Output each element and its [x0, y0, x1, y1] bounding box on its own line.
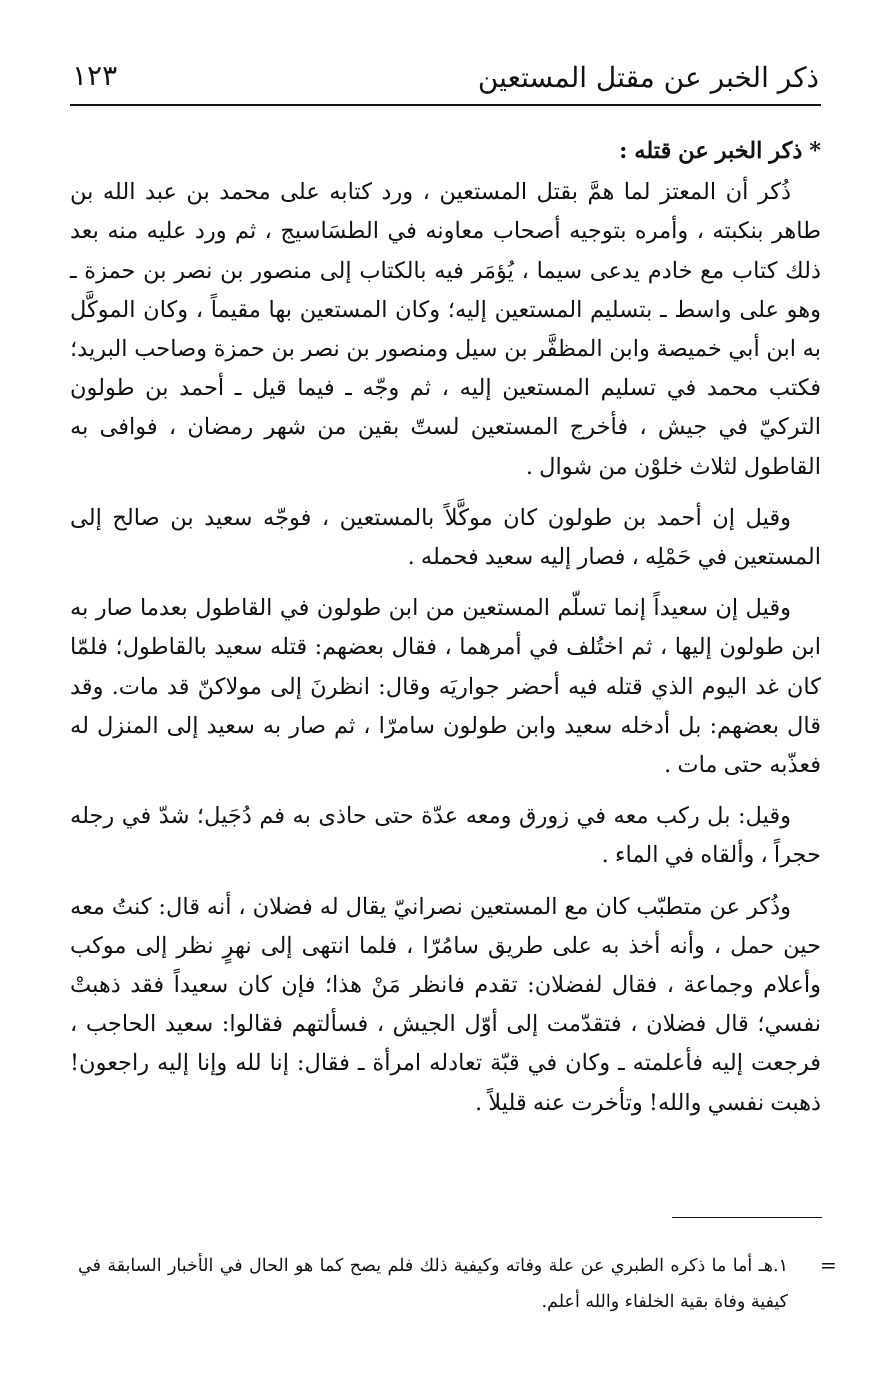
footnote: ١.هـ أما ما ذكره الطبري عن علة وفاته وكيفية ذلك فلم يصح كما هو الحال في الأخبار السابقة في كيفية وفاة بقية الخلفاء والله أعلم. [78, 1256, 788, 1312]
body-text [70, 132, 821, 1123]
paragraph: وقيل إن أحمد بن طولون كان موكَّلاً بالمستعين ، فوجّه سعيد بن صالح إلى المستعين في حَمْلِه ، فصار إليه سعيد فحمله . [70, 504, 821, 571]
paragraph: وقيل: بل ركب معه في زورق ومعه عدّة حتى حاذى به فم دُجَيل؛ شدّ في رجله حجراً ، وألقاه في الماء . [70, 803, 821, 869]
paragraph: وقيل إن سعيداً إنما تسلّم المستعين من ابن طولون في القاطول بعدما صار به ابن طولون إليها ، ثم اختُلف في أمرهما ، فقال بعضهم: قتله سعيد بالقاطول؛ فلمّا كان غد اليوم الذي قتله فيه أحضر جواريَه وقال: انظرنَ إلى مولاكنّ قد مات. وقد قال بعضهم: بل أدخله سعيد وابن طولون سامرّا ، ثم صار به سعيد إلى المنزل له فعذّبه حتى مات . [70, 595, 821, 779]
footnote-rule [672, 1217, 822, 1218]
paragraph: ذُكر أن المعتز لما همَّ بقتل المستعين ، ورد كتابه على محمد بن عبد الله بن طاهر بنكبته ، وأمره بتوجيه أصحاب معاونه في الطسَاسيج ، ثم ورد عليه منه بعد ذلك كتاب مع خادم يدعى سيما ، يُؤمَر فيه بالكتاب إلى منصور بن نصر بن حمزة ـ وهو على واسط ـ بتسليم المستعين إليه؛ وكان المستعين بها مقيماً ، وكان الموكَّل به ابن أبي خميصة وابن المظفَّر بن سيل ومنصور بن نصر بن حمزة وصاحب البريد؛ فكتب محمد في تسليم المستعين إليه ، ثم وجّه ـ فيما قيل ـ أحمد بن طولون التركيّ في جيش ، فأخرج المستعين لستّ بقين من شهر رمضان ، فوافى به القاطول لثلاث خلوْن من شوال . [70, 179, 821, 480]
page-number: ١٢٣ [72, 59, 118, 92]
paragraph: وذُكر عن متطبّب كان مع المستعين نصرانيّ يقال له فضلان ، أنه قال: كنتُ معه حين حمل ، وأنه أخذ به على طريق سامُرّا ، فلما انتهى إلى نهرٍ نظر إلى موكب وأعلام وجماعة ، فقال لفضلان: تقدم فانظر مَنْ هذا؛ فإن كان سعيداً فقد ذهبتْ نفسي؛ قال فضلان ، فتقدّمت إلى أوّل الجيش ، فسألتهم فقالوا: سعيد الحاجب ، فرجعت إليه فأعلمته ـ وكان في قبّة تعادله امرأة ـ فقال: إنا لله وإنا إليه راجعون! ذهبت نفسي والله! وتأخرت عنه قليلاً . [70, 893, 821, 1116]
header-rule [70, 104, 821, 106]
section-heading: * ذكر الخبر عن قتله : [619, 138, 821, 164]
footnote-continuation-mark: = [820, 1253, 837, 1277]
running-title: ذكر الخبر عن مقتل المستعين [477, 61, 819, 94]
